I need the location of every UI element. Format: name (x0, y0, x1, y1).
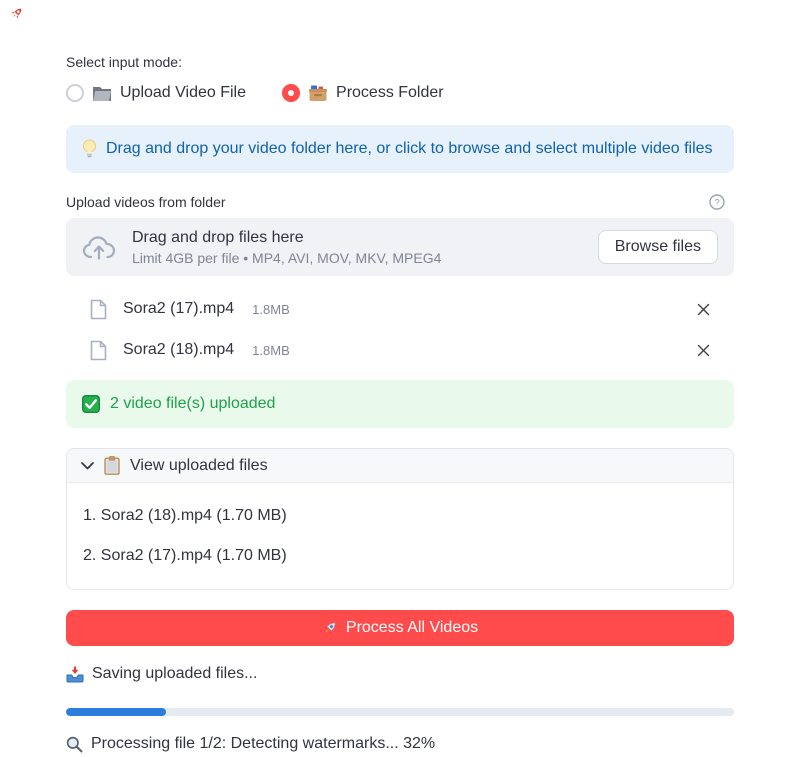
uploader-label-row (66, 194, 734, 210)
uploader-label: Upload videos from folder (66, 194, 226, 210)
success-alert (66, 380, 734, 428)
file-size: 1.8MB (252, 342, 290, 358)
success-alert-text: 2 video file(s) uploaded (110, 395, 276, 412)
radio-selected-circle[interactable] (282, 84, 300, 102)
radio-process-folder[interactable] (282, 84, 444, 102)
uploaded-file-row (66, 334, 734, 366)
expander-title: View uploaded files (130, 456, 268, 474)
folder-icon (92, 85, 112, 102)
uploaded-file-row (66, 293, 734, 325)
file-name: Sora2 (18).mp4 (123, 341, 235, 358)
check-mark-icon (82, 395, 100, 413)
browse-files-button[interactable]: Browse files (598, 230, 718, 264)
document-icon (90, 340, 107, 361)
processing-status (66, 735, 734, 753)
input-mode-radio-group (66, 84, 734, 102)
rocket-icon (322, 620, 338, 636)
svg-text:?: ? (714, 197, 720, 209)
question-circle-icon[interactable] (709, 194, 725, 210)
radio-label: Upload Video File (120, 84, 247, 101)
main-content (66, 0, 734, 753)
process-button-label: Process All Videos (345, 619, 479, 636)
radio-label: Process Folder (336, 84, 444, 101)
info-alert (66, 125, 734, 173)
card-file-box-icon (308, 84, 328, 102)
file-name: Sora2 (17).mp4 (123, 300, 235, 317)
expander-body (67, 483, 733, 589)
process-all-videos-button[interactable] (66, 610, 734, 646)
progress-fill (66, 708, 166, 716)
dropzone-title: Drag and drop files here (132, 228, 304, 246)
dropzone-hint: Limit 4GB per file • MP4, AVI, MOV, MKV, MPEG4 (132, 249, 442, 266)
rocket-icon (10, 6, 24, 20)
document-icon (90, 299, 107, 320)
inbox-tray-icon (66, 666, 84, 683)
expander-header[interactable] (67, 449, 733, 483)
file-dropzone[interactable] (66, 218, 734, 276)
info-alert-text: Drag and drop your video folder here, or click to browse and select multiple video files (106, 140, 713, 157)
chevron-down-icon (81, 462, 94, 470)
dropzone-text (132, 229, 441, 266)
close-icon[interactable] (695, 301, 712, 318)
clipboard-icon (104, 456, 120, 475)
file-size: 1.8MB (252, 301, 290, 317)
progress-bar (66, 708, 734, 716)
light-bulb-icon (82, 139, 97, 159)
radio-upload-video-file[interactable] (66, 84, 246, 102)
close-icon[interactable] (695, 342, 712, 359)
uploaded-file-list-item: 2. Sora2 (17).mp4 (1.70 MB) (83, 547, 287, 564)
saving-status (66, 665, 734, 683)
uploaded-file-list (66, 293, 734, 366)
magnifier-icon (66, 736, 83, 753)
cloud-upload-icon (82, 234, 116, 261)
uploaded-files-expander (66, 448, 734, 590)
processing-status-text: Processing file 1/2: Detecting watermarks... 32% (91, 735, 436, 752)
input-mode-label: Select input mode: (66, 54, 182, 70)
uploaded-file-list-item: 1. Sora2 (18).mp4 (1.70 MB) (83, 507, 287, 524)
radio-unselected-circle[interactable] (66, 84, 84, 102)
saving-status-text: Saving uploaded files... (92, 665, 258, 682)
